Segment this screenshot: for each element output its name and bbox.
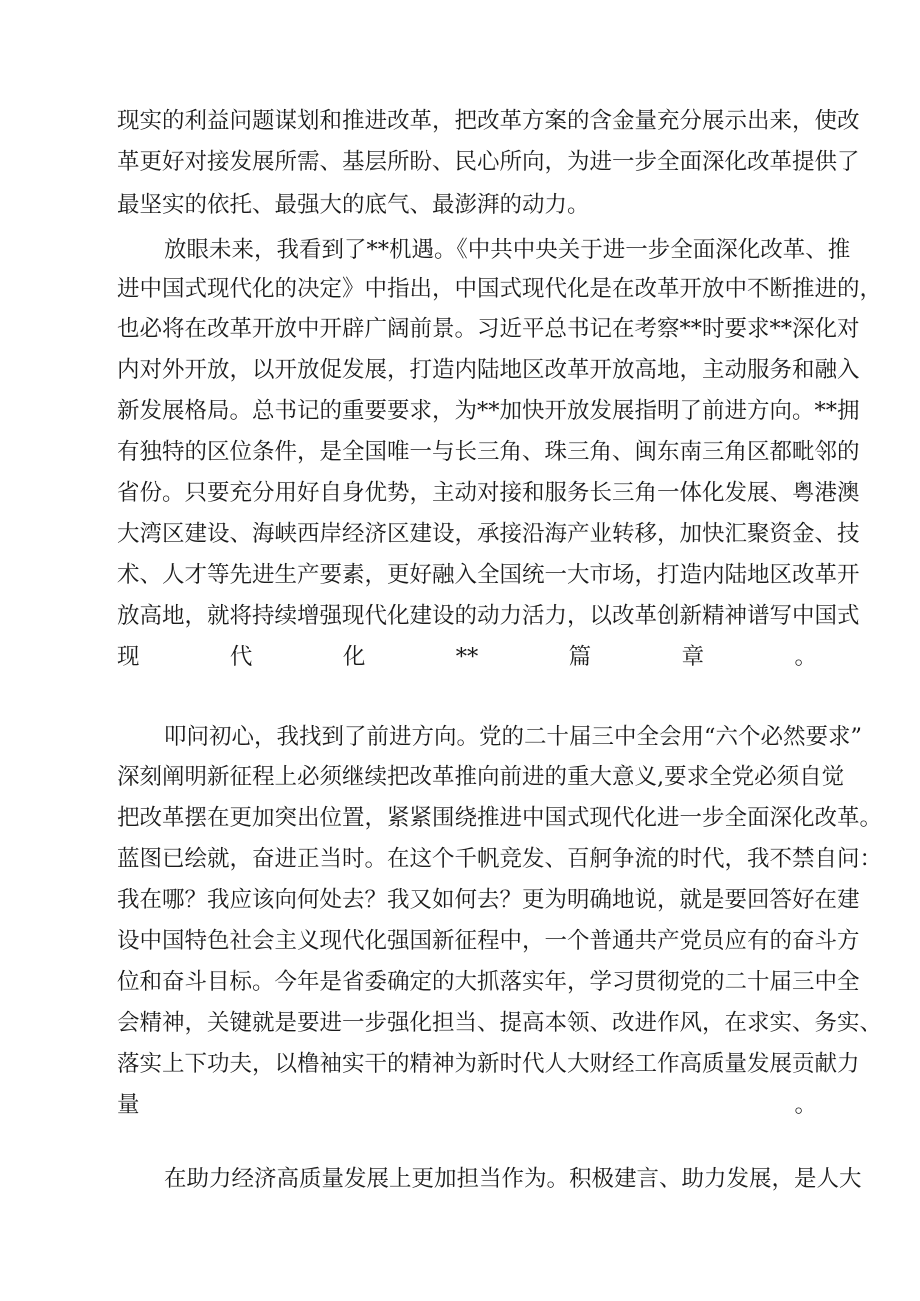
paragraph-2-line-3: 也必将在改革开放中开辟广阔前景。习近平总书记在考察**时要求**深化对 — [117, 316, 860, 342]
paragraph-1-line-3: 最坚实的依托、最强大的底气、最澎湃的动力。 — [117, 192, 590, 218]
paragraph-3-line-10: 量。 — [117, 1092, 817, 1118]
paragraph-3-line-3: 把改革摆在更加突出位置，紧紧围绕推进中国式现代化进一步全面深化改革。 — [117, 805, 883, 831]
paragraph-4-line-1: 在助力经济高质量发展上更加担当作为。积极建言、助力发展，是人大 — [164, 1166, 862, 1192]
paragraph-2-line-6: 有独特的区位条件，是全国唯一与长三角、珠三角、闽东南三角区都毗邻的 — [117, 439, 860, 465]
paragraph-2-line-4: 内对外开放，以开放促发展，打造内陆地区改革开放高地，主动服务和融入 — [117, 357, 860, 383]
paragraph-1-line-1: 现实的利益问题谋划和推进改革，把改革方案的含金量充分展示出来，使改 — [117, 108, 860, 134]
paragraph-2-line-1: 放眼未来，我看到了**机遇。《中共中央关于进一步全面深化改革、推 — [164, 237, 851, 263]
paragraph-2-line-2: 进中国式现代化的决定》中指出，中国式现代化是在改革开放中不断推进的， — [117, 276, 883, 302]
paragraph-3-line-2: 深刻阐明新征程上必须继续把改革推向前进的重大意义,要求全党必须自觉 — [117, 764, 845, 790]
paragraph-3-line-5: 我在哪？我应该向何处去？我又如何去？更为明确地说，就是要回答好在建 — [117, 887, 860, 913]
paragraph-3-line-7: 位和奋斗目标。今年是省委确定的大抓落实年，学习贯彻党的二十届三中全 — [117, 969, 860, 995]
paragraph-2-line-5: 新发展格局。总书记的重要要求，为**加快开放发展指明了前进方向。**拥 — [117, 398, 860, 424]
paragraph-3-line-1: 叩问初心，我找到了前进方向。党的二十届三中全会用“六个必然要求” — [164, 724, 863, 750]
paragraph-3-line-11 — [117, 1121, 817, 1159]
paragraph-3-line-6: 设中国特色社会主义现代化强国新征程中，一个普通共产党员应有的奋斗方 — [117, 928, 860, 954]
paragraph-2-line-12 — [117, 679, 817, 717]
paragraph-2-line-8: 大湾区建设、海峡西岸经济区建设，承接沿海产业转移，加快汇聚资金、技 — [117, 521, 860, 547]
paragraph-3-line-9: 落实上下功夫，以橹袖实干的精神为新时代人大财经工作高质量发展贡献力 — [117, 1051, 860, 1077]
paragraph-3-line-4: 蓝图已绘就，奋进正当时。在这个千帆竞发、百舸争流的时代，我不禁自问： — [117, 846, 883, 872]
paragraph-2-line-10: 放高地，就将持续增强现代化建设的动力活力，以改革创新精神谱写中国式 — [117, 603, 860, 629]
paragraph-2-line-11: 现代化**篇章。 — [117, 644, 817, 670]
paragraph-2-line-9: 术、人才等先进生产要素，更好融入全国统一大市场，打造内陆地区改革开 — [117, 562, 860, 588]
paragraph-1-line-2: 革更好对接发展所需、基层所盼、民心所向，为进一步全面深化改革提供了 — [117, 149, 860, 175]
paragraph-2-line-7: 省份。只要充分用好自身优势，主动对接和服务长三角一体化发展、粤港澳 — [117, 480, 860, 506]
paragraph-3-line-8: 会精神，关键就是要进一步强化担当、提高本领、改进作风，在求实、务实、 — [117, 1010, 883, 1036]
